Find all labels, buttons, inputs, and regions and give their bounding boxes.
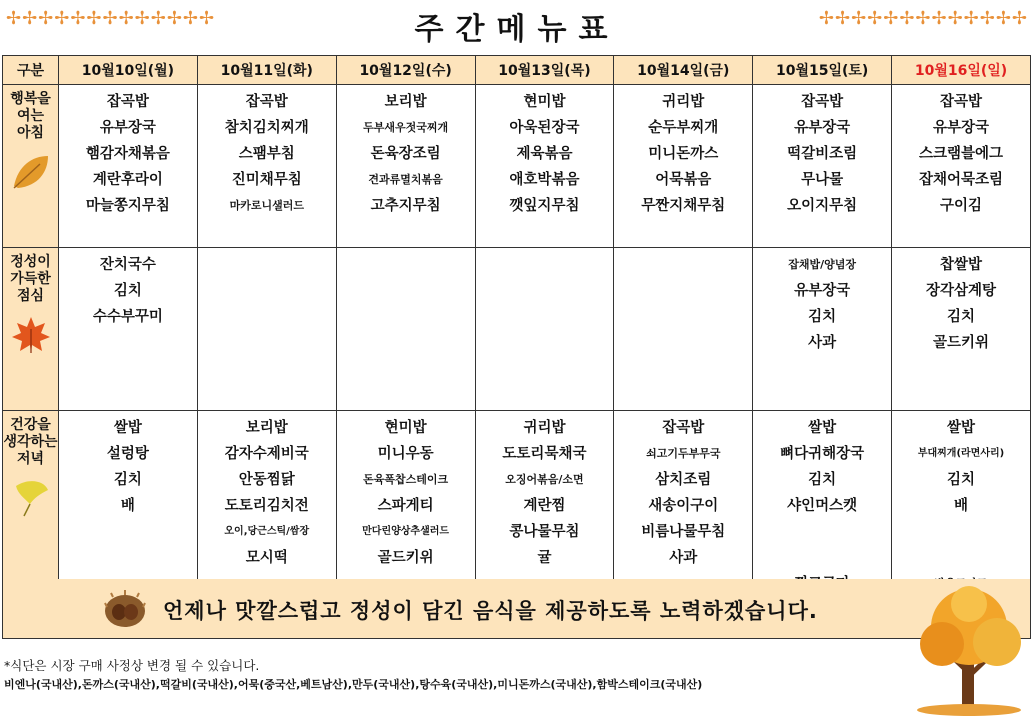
meal-label-line: 정성이 bbox=[10, 254, 51, 270]
menu-item: 보리밥 bbox=[245, 420, 288, 436]
menu-item: 김치 bbox=[808, 472, 837, 488]
menu-cell bbox=[336, 411, 475, 601]
notes bbox=[4, 656, 702, 694]
menu-item: 오이,당근스틱/쌈장 bbox=[224, 526, 310, 537]
menu-item: 김치 bbox=[113, 283, 142, 299]
menu-item: 잡곡밥 bbox=[245, 94, 288, 110]
menu-cell bbox=[892, 248, 1031, 411]
menu-cell bbox=[614, 411, 753, 601]
menu-item: 모시떡 bbox=[245, 550, 288, 566]
ginkgo-leaf-icon bbox=[3, 478, 58, 523]
menu-item bbox=[753, 519, 891, 545]
menu-item: 김치 bbox=[808, 309, 837, 325]
menu-item: 마늘쫑지무침 bbox=[85, 198, 170, 214]
menu-item: 잡곡밥 bbox=[662, 420, 705, 436]
menu-item: 도토리묵채국 bbox=[502, 446, 587, 462]
day-header-sat: 10월15일(토) bbox=[753, 56, 892, 85]
menu-item: 쌀밥 bbox=[947, 420, 976, 436]
menu-item: 쌀밥 bbox=[113, 420, 142, 436]
message-banner bbox=[2, 579, 1031, 639]
header bbox=[0, 0, 1034, 52]
menu-cell bbox=[59, 248, 198, 411]
menu-item: 현미밥 bbox=[384, 420, 427, 436]
menu-cell bbox=[753, 85, 892, 248]
menu-cell bbox=[753, 411, 892, 601]
menu-cell bbox=[614, 85, 753, 248]
meal-label-line: 저녁 bbox=[16, 451, 45, 467]
menu-item: 스크램블에그 bbox=[919, 146, 1004, 162]
menu-item: 햄감자채볶음 bbox=[85, 146, 170, 162]
menu-item: 귀리밥 bbox=[523, 420, 566, 436]
banner-message: 언제나 맛깔스럽고 정성이 담긴 음식을 제공하도록 노력하겠습니다. bbox=[163, 599, 818, 623]
menu-item: 아욱된장국 bbox=[509, 120, 580, 136]
change-note: *식단은 시장 구매 사정상 변경 될 수 있습니다. bbox=[4, 658, 260, 673]
menu-item: 김치 bbox=[113, 472, 142, 488]
day-header-thu: 10월13일(목) bbox=[475, 56, 614, 85]
weekly-menu-table bbox=[2, 55, 1031, 601]
menu-item: 설렁탕 bbox=[106, 446, 149, 462]
menu-item: 계란후라이 bbox=[92, 172, 163, 188]
menu-item: 유부장국 bbox=[933, 120, 990, 136]
menu-item: 배 bbox=[120, 498, 135, 514]
menu-item: 도토리김치전 bbox=[224, 498, 309, 514]
meal-label-line: 아침 bbox=[16, 125, 45, 141]
menu-cell bbox=[475, 248, 614, 411]
menu-item: 잡채어묵조림 bbox=[919, 172, 1004, 188]
dragonfly-border-right: ✢✢✢✢✢✢✢✢✢✢✢✢✢ bbox=[818, 8, 1028, 29]
breakfast-row bbox=[3, 85, 1031, 248]
menu-item: 김치 bbox=[947, 472, 976, 488]
menu-item: 고추지무침 bbox=[370, 198, 441, 214]
day-header-fri: 10월14일(금) bbox=[614, 56, 753, 85]
menu-item: 장각삼계탕 bbox=[926, 283, 997, 299]
menu-item: 미니우동 bbox=[377, 446, 434, 462]
menu-cell bbox=[475, 85, 614, 248]
dinner-row bbox=[3, 411, 1031, 601]
menu-item: 잡채밥/양념장 bbox=[788, 258, 857, 271]
menu-item: 잡곡밥 bbox=[940, 94, 983, 110]
menu-item: 골드키위 bbox=[933, 335, 990, 351]
menu-item: 견과류멸치볶음 bbox=[368, 173, 443, 186]
menu-item: 스파게티 bbox=[377, 498, 434, 514]
lunch-row bbox=[3, 248, 1031, 411]
menu-cell bbox=[197, 411, 336, 601]
lunch-label-cell bbox=[3, 248, 59, 411]
menu-item: 골드키위 bbox=[377, 550, 434, 566]
menu-cell bbox=[475, 411, 614, 601]
menu-item: 수수부꾸미 bbox=[92, 309, 163, 325]
menu-item: 안동찜닭 bbox=[238, 472, 295, 488]
dinner-label-cell bbox=[3, 411, 59, 601]
header-row bbox=[3, 56, 1031, 85]
menu-item: 배 bbox=[954, 498, 969, 514]
maple-leaf-icon bbox=[3, 315, 58, 360]
menu-item: 사과 bbox=[808, 335, 837, 351]
menu-item: 진미채무침 bbox=[231, 172, 302, 188]
meal-label-line: 행복을 bbox=[10, 91, 51, 107]
menu-item: 귀리밥 bbox=[662, 94, 705, 110]
menu-item: 무짠지채무침 bbox=[641, 198, 726, 214]
menu-item: 사과 bbox=[669, 550, 698, 566]
menu-item: 오이지무침 bbox=[787, 198, 858, 214]
menu-item: 깻잎지무침 bbox=[509, 198, 580, 214]
menu-item: 유부장국 bbox=[794, 283, 851, 299]
origin-note: 비엔나(국내산),돈까스(국내산),떡갈비(국내산),어묵(중국산,베트남산),만두(국내산),탕수육(국내산),미니돈까스(국내산),함박스테이크(국내산) bbox=[4, 678, 703, 691]
page-title: 주간메뉴표 bbox=[414, 12, 620, 47]
menu-item: 마카로니샐러드 bbox=[229, 199, 304, 212]
day-header-sun: 10월16일(일) bbox=[892, 56, 1031, 85]
meal-label-line: 건강을 bbox=[10, 417, 51, 433]
day-header-mon: 10월10일(월) bbox=[59, 56, 198, 85]
menu-cell bbox=[753, 248, 892, 411]
menu-item: 찹쌀밥 bbox=[940, 257, 983, 273]
menu-item: 돈육장조림 bbox=[370, 146, 441, 162]
menu-cell bbox=[336, 248, 475, 411]
menu-item: 어묵볶음 bbox=[655, 172, 712, 188]
menu-item: 미니돈까스 bbox=[648, 146, 719, 162]
menu-item: 두부새우젓국찌개 bbox=[363, 121, 449, 134]
menu-item: 잡곡밥 bbox=[801, 94, 844, 110]
menu-cell bbox=[892, 411, 1031, 601]
menu-item: 비름나물무침 bbox=[641, 524, 726, 540]
menu-item bbox=[892, 545, 1030, 571]
chestnut-icon bbox=[103, 589, 147, 629]
day-header-tue: 10월11일(화) bbox=[197, 56, 336, 85]
menu-item: 유부장국 bbox=[794, 120, 851, 136]
menu-item: 순두부찌개 bbox=[648, 120, 719, 136]
menu-item: 뼈다귀해장국 bbox=[780, 446, 865, 462]
menu-cell bbox=[59, 411, 198, 601]
menu-item: 계란찜 bbox=[523, 498, 566, 514]
menu-item: 귤 bbox=[537, 550, 552, 566]
menu-item bbox=[892, 519, 1030, 545]
menu-item: 떡갈비조림 bbox=[787, 146, 858, 162]
autumn-tree-icon bbox=[907, 582, 1032, 717]
menu-item: 부대찌개(라면사리) bbox=[917, 448, 1005, 459]
menu-cell bbox=[197, 85, 336, 248]
menu-item: 돈육폭찹스테이크 bbox=[363, 473, 449, 486]
menu-item: 스팸부침 bbox=[238, 146, 295, 162]
menu-cell bbox=[892, 85, 1031, 248]
menu-item: 김치 bbox=[947, 309, 976, 325]
menu-item: 유부장국 bbox=[99, 120, 156, 136]
menu-item: 새송이구이 bbox=[648, 498, 719, 514]
menu-item: 샤인머스캣 bbox=[787, 498, 858, 514]
autumn-leaf-icon bbox=[3, 152, 58, 197]
menu-item: 제육볶음 bbox=[516, 146, 573, 162]
menu-cell bbox=[59, 85, 198, 248]
menu-item bbox=[753, 545, 891, 571]
menu-item: 오징어볶음/소면 bbox=[505, 473, 584, 486]
day-header-wed: 10월12일(수) bbox=[336, 56, 475, 85]
menu-item: 잡곡밥 bbox=[106, 94, 149, 110]
menu-item: 삼치조림 bbox=[655, 472, 712, 488]
meal-label-line: 점심 bbox=[16, 288, 45, 304]
breakfast-label-cell bbox=[3, 85, 59, 248]
menu-item: 잔치국수 bbox=[99, 257, 156, 273]
meal-label-line: 생각하는 bbox=[3, 434, 58, 450]
meal-label-line: 가득한 bbox=[10, 271, 51, 287]
menu-item: 현미밥 bbox=[523, 94, 566, 110]
menu-item: 감자수제비국 bbox=[224, 446, 309, 462]
menu-item: 만다린양상추샐러드 bbox=[362, 526, 450, 537]
menu-cell bbox=[336, 85, 475, 248]
menu-item: 애호박볶음 bbox=[509, 172, 580, 188]
menu-item: 구이김 bbox=[940, 198, 983, 214]
menu-item: 보리밥 bbox=[384, 94, 427, 110]
menu-cell bbox=[197, 248, 336, 411]
corner-cell: 구분 bbox=[3, 56, 59, 85]
meal-label-line: 여는 bbox=[16, 108, 45, 124]
menu-cell bbox=[614, 248, 753, 411]
dragonfly-border-left: ✢✢✢✢✢✢✢✢✢✢✢✢✢ bbox=[6, 8, 216, 29]
menu-item: 무나물 bbox=[801, 172, 844, 188]
menu-item: 쇠고기두부무국 bbox=[646, 447, 721, 460]
menu-item: 콩나물무침 bbox=[509, 524, 580, 540]
menu-item: 쌀밥 bbox=[808, 420, 837, 436]
menu-item: 참치김치찌개 bbox=[224, 120, 309, 136]
